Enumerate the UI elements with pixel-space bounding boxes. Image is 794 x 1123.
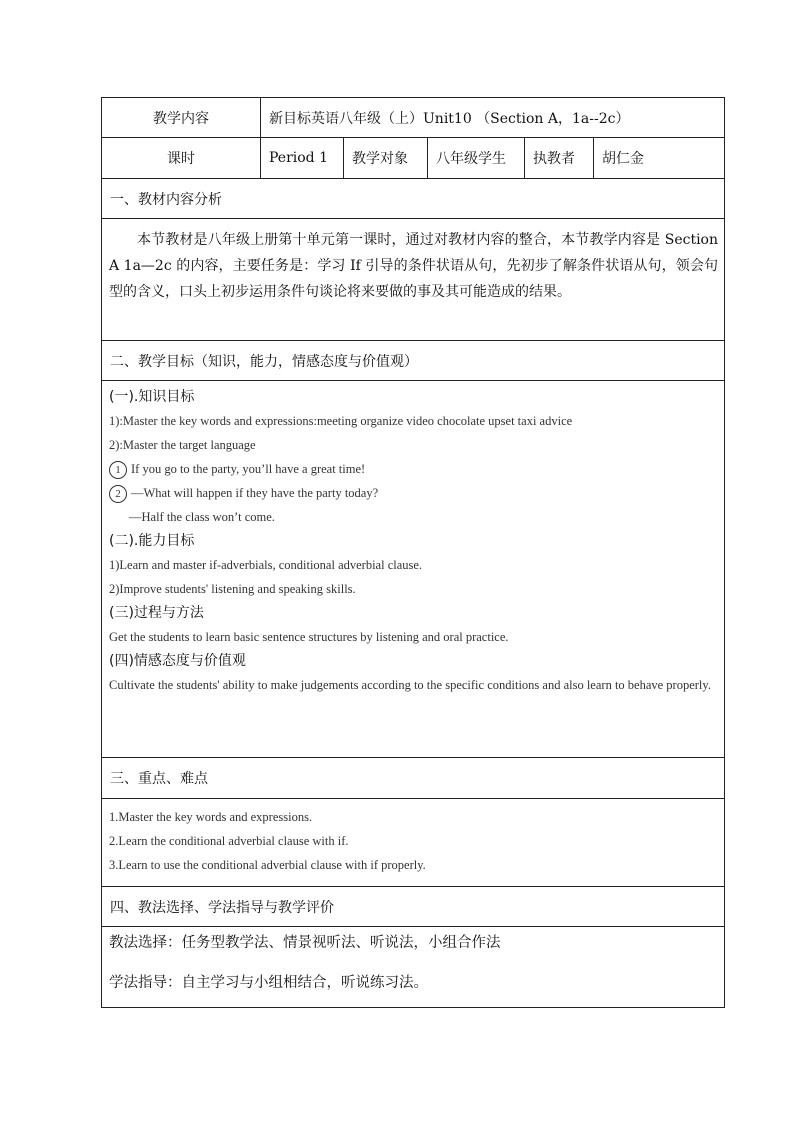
target-label: 教学对象 bbox=[344, 138, 428, 178]
sentence-1-text: If you go to the party, you’ll have a great time! bbox=[131, 462, 366, 476]
period-row bbox=[102, 138, 724, 179]
keypoint-item: 1.Master the key words and expressions. bbox=[109, 810, 313, 824]
keypoints-list bbox=[109, 805, 426, 877]
emotion-title: (四)情感态度与价值观 bbox=[109, 653, 246, 669]
knowledge-item-2: 2):Master the target language bbox=[109, 438, 256, 452]
sentence-2 bbox=[109, 481, 718, 505]
teacher-label: 执教者 bbox=[525, 138, 594, 178]
objectives-row bbox=[102, 381, 724, 758]
process-title: (三)过程与方法 bbox=[109, 605, 204, 621]
keypoints-row bbox=[102, 799, 724, 887]
teaching-method: 教法选择：任务型教学法、情景视听法、听说法，小组合作法 bbox=[109, 935, 501, 951]
section4-title: 四、教法选择、学法指导与教学评价 bbox=[110, 899, 334, 916]
circled-number: 1 bbox=[109, 461, 127, 479]
period-label: 课时 bbox=[102, 138, 261, 178]
lesson-plan-table bbox=[101, 97, 725, 1008]
section1-title: 一、教材内容分析 bbox=[110, 191, 222, 208]
keypoint-item: 2.Learn the conditional adverbial clause with if. bbox=[109, 834, 349, 848]
section4-title-row bbox=[102, 887, 724, 927]
emotion-item: Cultivate the students' ability to make judgements according to the specific conditions and also learn to behave properly. bbox=[109, 678, 711, 692]
knowledge-item-1: 1):Master the key words and expressions:meeting organize video chocolate upset taxi advice bbox=[109, 414, 573, 428]
section3-title-row bbox=[102, 758, 724, 799]
ability-item-2: 2)Improve students' listening and speaking skills. bbox=[109, 582, 356, 596]
sentence-1 bbox=[109, 457, 718, 481]
learning-guidance: 学法指导：自主学习与小组相结合，听说练习法。 bbox=[109, 975, 428, 991]
methods-row bbox=[102, 927, 724, 1007]
section2-title: 二、教学目标（知识，能力，情感态度与价值观） bbox=[110, 353, 418, 370]
ability-title: (二).能力目标 bbox=[109, 533, 195, 549]
content-row bbox=[102, 98, 724, 138]
knowledge-title: (一).知识目标 bbox=[109, 389, 195, 405]
content-label: 教学内容 bbox=[102, 98, 261, 137]
sentence-2-text: —What will happen if they have the party today? bbox=[131, 486, 379, 500]
circled-number: 2 bbox=[109, 485, 127, 503]
content-value: 新目标英语八年级（上）Unit10 （Section A，1a--2c） bbox=[269, 110, 630, 127]
section1-body: 本节教材是八年级上册第十单元第一课时，通过对教材内容的整合，本节教学内容是 Section A 1a—2c 的内容，主要任务是：学习 If 引导的条件状语从句，先初步了解条件状语从句，领会句型的含义，口头上初步运用条件句谈论将来要做的事及其可能造成的结果。 bbox=[109, 232, 718, 300]
process-item: Get the students to learn basic sentence structures by listening and oral practice. bbox=[109, 630, 509, 644]
target-value: 八年级学生 bbox=[428, 138, 525, 178]
teacher-value: 胡仁金 bbox=[602, 151, 644, 167]
period-value: Period 1 bbox=[261, 138, 344, 178]
section1-title-row bbox=[102, 179, 724, 219]
objectives-content bbox=[109, 385, 718, 697]
section1-body-row bbox=[102, 219, 724, 341]
sentence-3: —Half the class won’t come. bbox=[129, 510, 275, 524]
section3-title: 三、重点、难点 bbox=[110, 771, 208, 787]
keypoint-item: 3.Learn to use the conditional adverbial clause with if properly. bbox=[109, 858, 426, 872]
section2-title-row bbox=[102, 341, 724, 381]
ability-item-1: 1)Learn and master if-adverbials, conditional adverbial clause. bbox=[109, 558, 423, 572]
